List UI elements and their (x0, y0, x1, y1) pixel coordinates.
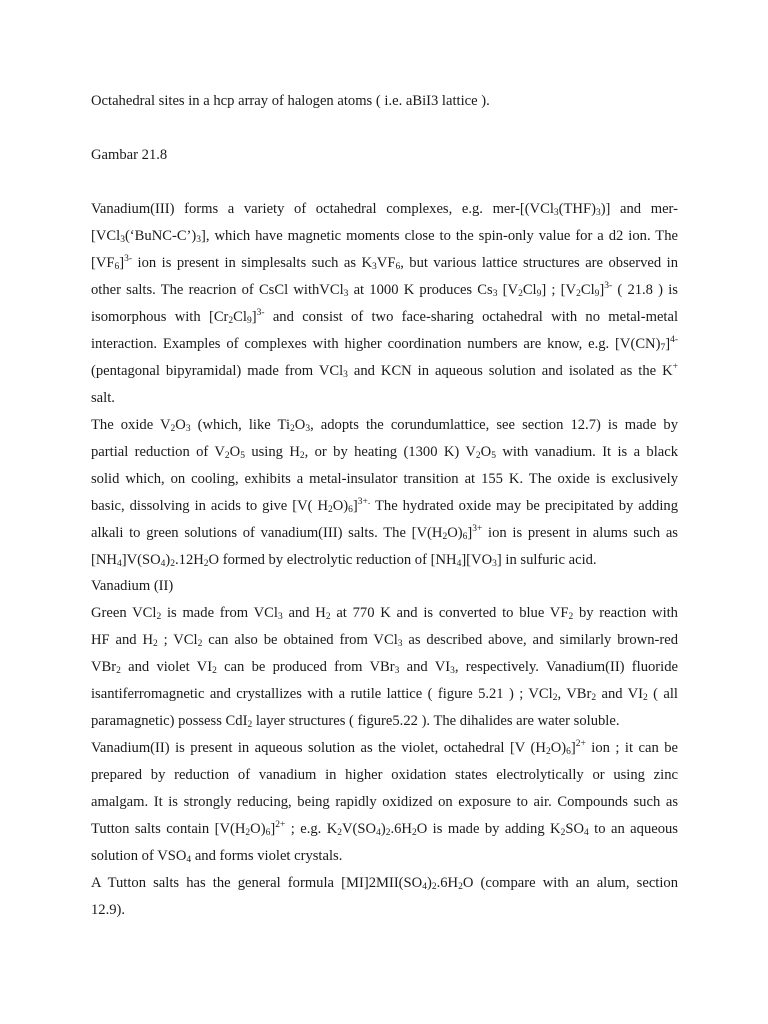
text-line: other salts. The reacrion of CsCl withVCl$_3$ at 1000 K produces $Cs_3$ $[V_2Cl_9]$ ; $[V_2Cl_9]^{3-}$ ( 21.8 ) is (91, 281, 678, 299)
text-line: (pentagonal bipyramidal) made from VCl$_3$ and KCN in aqueous solution and isolated as the K+ (91, 362, 678, 380)
text-line: HF and $H_2$ ; VCl$_2$ can also be obtained from VCl$_3$ as described above, and similarly brown-red (91, 632, 679, 649)
text-line: The oxide $V_2O_3$ (which, like $Ti_2O_3$, adopts the corundumlattice, see section 12.7) is made by (91, 417, 678, 434)
text-line: isantiferromagnetic and crystallizes with a rutile lattice ( figure 5.21 ) ; VCl$_2$, VBr$_2$ and $VI_2$ ( all (91, 686, 678, 703)
text-line: prepared by reduction of vanadium in higher oxidation states electrolytically or using zinc (91, 767, 678, 783)
text-line: alkali to green solutions of vanadium(III) salts. The $[V(H_2O)_6]^{3+}$ ion is present in alums such as (91, 524, 678, 542)
text-line: paramagnetic) possess CdI$_2$ layer structures ( figure5.22 ). The dihalides are water soluble. (91, 713, 620, 730)
text-line: $[VF_6]^{3-}$ ion is present in simplesalts such as $K_3VF_6$, but various lattice structures are observed in (91, 254, 678, 272)
text-line: basic, dissolving in acids to give [V( $H_2O)_6]^{3+.}$ The hydrated oxide may be precipitated by adding (91, 497, 678, 515)
text-line: VBr$_2$ and violet $VI_2$ can be produced from VBr$_3$ and $VI_3$, respectively. Vanadium(II) fluoride (91, 659, 678, 676)
text-line: Octahedral sites in a hcp array of halogen atoms ( i.e. aBiI3 lattice ). (91, 93, 490, 109)
text-line: A Tutton salts has the general formula $[MI]2MII(SO_4)_2.6H_2O$ (compare with an alum, section (91, 875, 678, 892)
text-line: solution of $VSO_4$ and forms violet crystals. (91, 848, 343, 865)
text-line: Vanadium(III) forms a variety of octahedral complexes, e.g. mer-$[(VCl_3(THF)_3)]$ and mer- (91, 201, 678, 218)
text-line: $[NH_4]V(SO_4)_2.12H_2O$ formed by electrolytic reduction of $[NH_4][VO_3]$ in sulfuric acid. (91, 552, 597, 569)
text-line: solid which, on cooling, exhibits a metal-insulator transition at 155 K. The oxide is exclusively (91, 471, 678, 487)
text-line: amalgam. It is strongly reducing, being rapidly oxidized on exposure to air. Compounds such as (91, 794, 678, 810)
text-line: salt. (91, 390, 115, 406)
text-line: Green VCl$_2$ is made from VCl$_3$ and $H_2$ at 770 K and is converted to blue $VF_2$ by reaction with (91, 605, 678, 622)
text-line: Tutton salts contain $[V(H_2O)_6]^{2+}$ ; e.g. $K_2V(SO_4)_2.6H_2O$ is made by adding $K_2SO_4$ to an aqueous (91, 820, 678, 838)
text-line: 12.9). (91, 902, 126, 918)
figure-caption: Gambar 21.8 (91, 147, 168, 163)
text-line: $[VCl_3(‘BuNC-C’)_3]$, which have magnetic moments close to the spin-only value for a d2 ion. The (91, 228, 678, 245)
text-line: interaction. Examples of complexes with higher coordination numbers are know, e.g. $[V(CN)_7]^{4-}$ (91, 335, 678, 353)
text-line: Vanadium(II) is present in aqueous solution as the violet, octahedral [V $(H_2O)_6]^{2+}$ ion ; it can be (91, 739, 678, 757)
text-line: isomorphous with $[Cr_2Cl_9]^{3-}$ and consist of two face-sharing octahedral with no metal-metal (91, 308, 679, 326)
section-heading: Vanadium (II) (91, 578, 174, 594)
text-line: partial reduction of $V_2O_5$ using $H_2$, or by heating (1300 K) $V_2O_5$ with vanadium. It is a black (91, 444, 679, 461)
